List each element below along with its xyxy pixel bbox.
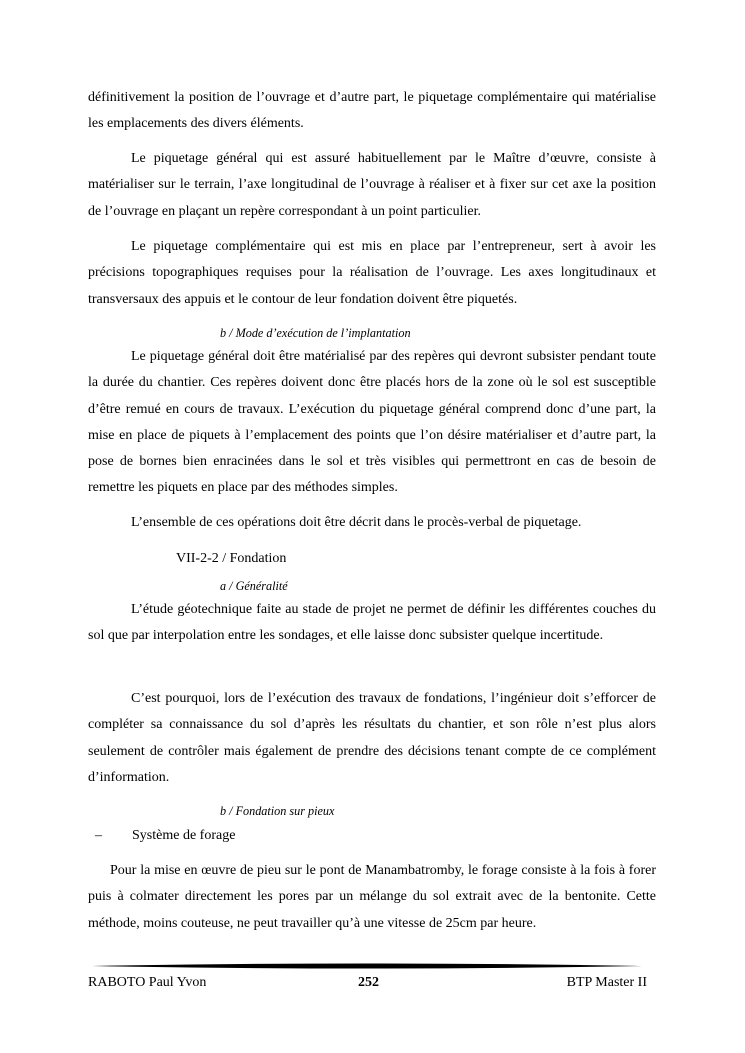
- paragraph-proces-verbal: L’ensemble de ces opérations doit être décrit dans le procès-verbal de piquetage.: [131, 515, 582, 530]
- paragraph-piquetage-complementaire: Le piquetage complémentaire qui est mis en place par l’entrepreneur, sert à avoir les précisions topographiques requises pour la réalisation de l’ouvrage. Les axes longitudinaux et transversaux des appuis et le contour de leur fondation doivent être piquetés.: [88, 239, 656, 307]
- footer-divider: [92, 962, 642, 970]
- bullet-marker: –: [95, 828, 102, 843]
- footer-course: BTP Master II: [566, 975, 647, 990]
- paragraph-piquetage-general: Le piquetage général qui est assuré habituellement par le Maître d’œuvre, consiste à matérialiser sur le terrain, l’axe longitudinal de l’ouvrage à réaliser et à fixer sur cet axe la position de l’ouvrage en plaçant un repère correspondant à un point particulier.: [88, 151, 656, 219]
- subheading-generalite: a / Généralité: [220, 579, 288, 593]
- footer-page-number: 252: [358, 975, 379, 990]
- paragraph-etude-geotechnique: L’étude géotechnique faite au stade de projet ne permet de définir les différentes couches du sol que par interpolation entre les sondages, et elle laisse donc subsister quelque incertitude.: [88, 602, 656, 644]
- paragraph-forage: Pour la mise en œuvre de pieu sur le pont de Manambatromby, le forage consiste à la fois à forer puis à colmater directement les pores par un mélange du sol extrait avec de la bentonite. Cette méthode, moins couteuse, ne peut travailler qu’à une vitesse de 25cm par heure.: [88, 863, 656, 931]
- bullet-systeme-forage: Système de forage: [132, 828, 236, 843]
- footer-author: RABOTO Paul Yvon: [88, 975, 207, 990]
- subheading-mode-execution: b / Mode d’exécution de l’implantation: [220, 326, 411, 340]
- subheading-fondation-pieux: b / Fondation sur pieux: [220, 804, 335, 818]
- paragraph-continuation: définitivement la position de l’ouvrage et d’autre part, le piquetage complémentaire qui matérialise les emplacements des divers éléments.: [88, 90, 656, 132]
- section-heading-fondation: VII-2-2 / Fondation: [176, 551, 287, 566]
- paragraph-reperes: Le piquetage général doit être matérialisé par des repères qui devront subsister pendant toute la durée du chantier. Ces repères doivent donc être placés hors de la zone où le sol est susceptible d’être remué en cours de travaux. L’exécution du piquetage général comprend donc d’une part, la mise en place de piquets à l’emplacement des points que l’on désire matérialiser et d’autre part, la pose de bornes bien enracinées dans le sol et très visibles qui permettront en cas de besoin de remettre les piquets en place par des méthodes simples.: [88, 349, 656, 496]
- paragraph-execution-fondations: C’est pourquoi, lors de l’exécution des travaux de fondations, l’ingénieur doit s’efforcer de compléter sa connaissance du sol d’après les résultats du chantier, et son rôle n’est plus alors seulement de contrôler mais également de prendre des décisions tenant compte de ce complément d’information.: [88, 691, 656, 785]
